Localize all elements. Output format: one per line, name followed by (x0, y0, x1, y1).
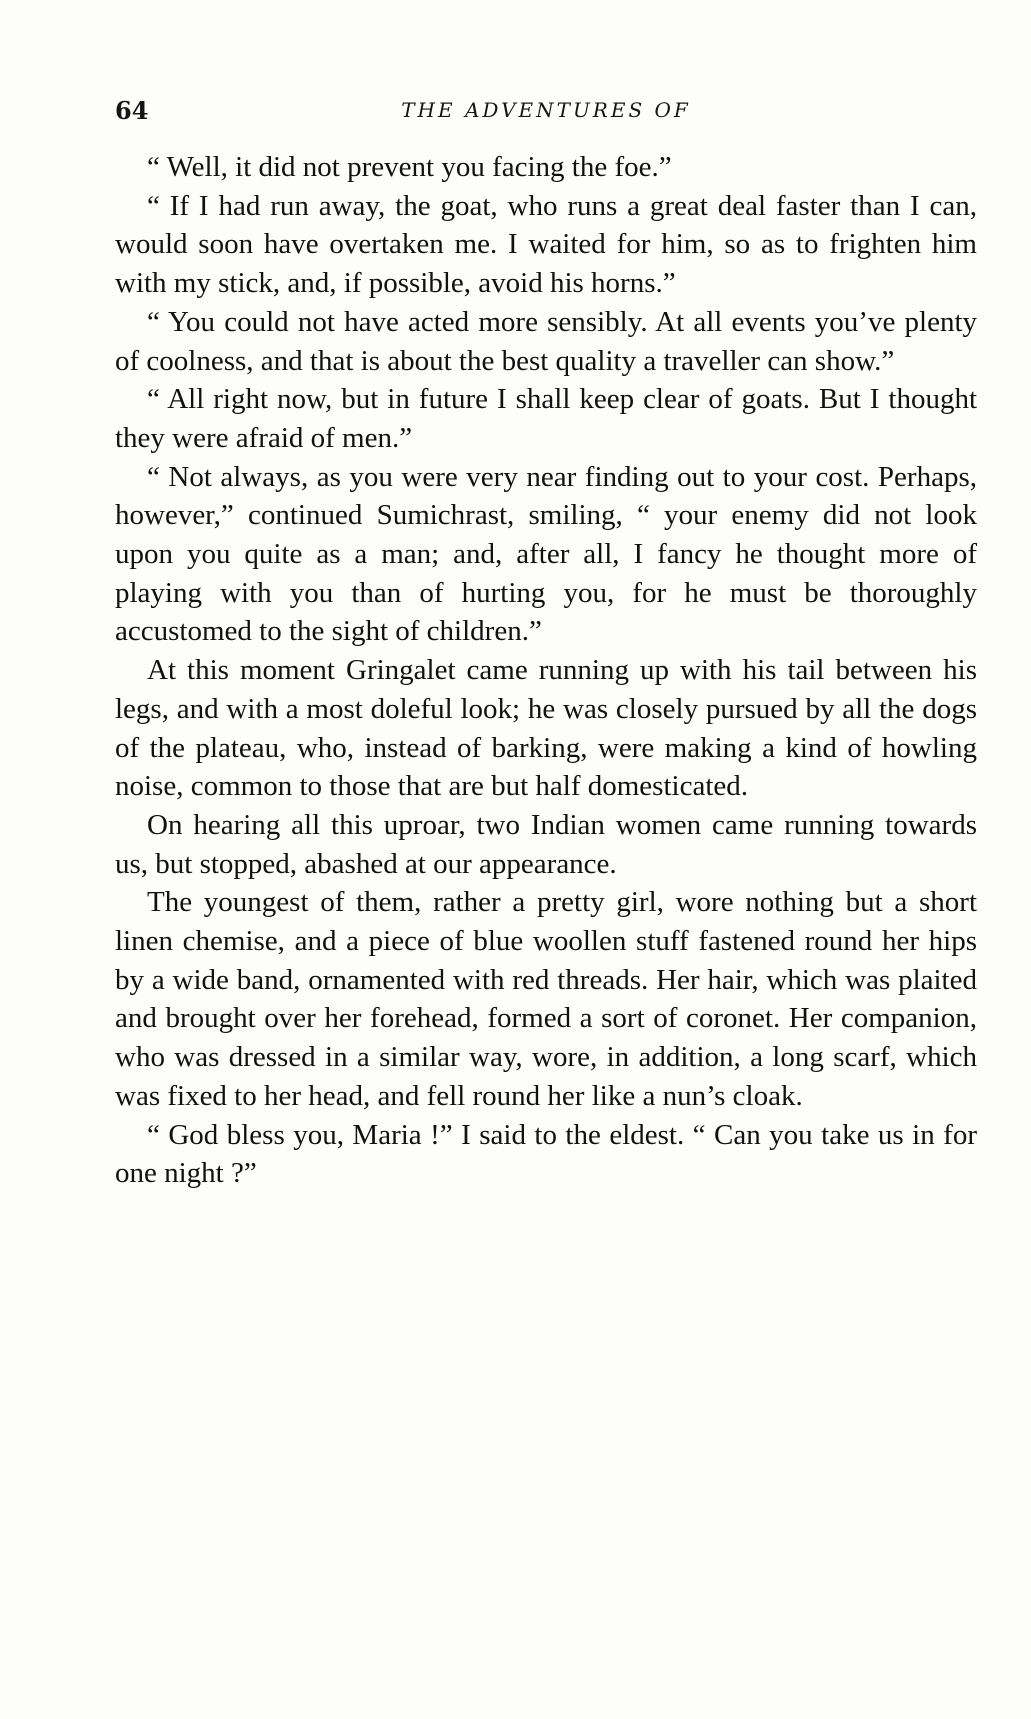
paragraph: “ If I had run away, the goat, who runs a great deal faster than I can, would soon have overtaken me. I waited for him, so as to frighten him with my stick, and, if possible, avoid his horns.” (115, 189, 977, 300)
running-head (115, 96, 977, 132)
paragraph: “ Not always, as you were very near finding out to your cost. Perhaps, however,” continued Sumichrast, smiling, “ your enemy did not look upon you quite as a man; and, after all, I fancy he thought more of playing with you than of hurting you, for he must be thoroughly accustomed to the sight of children.” (115, 460, 977, 648)
paragraph: At this moment Gringalet came running up with his tail between his legs, and with a most doleful look; he was closely pursued by all the dogs of the plateau, who, instead of barking, were making a kind of howling noise, common to those that are but half domesticated. (115, 654, 977, 803)
page-number: 64 (115, 96, 149, 125)
paragraph: “ God bless you, Maria !” I said to the eldest. “ Can you take us in for one night ?” (115, 1118, 977, 1190)
body-text (115, 148, 977, 1193)
running-title: THE ADVENTURES OF (401, 98, 691, 122)
paragraph: “ Well, it did not prevent you facing the foe.” (147, 151, 672, 183)
paragraph: The youngest of them, rather a pretty girl, wore nothing but a short linen chemise, and a piece of blue woollen stuff fastened round her hips by a wide band, ornamented with red threads. Her hair, which was plaited and brought over her forehead, formed a sort of coronet. Her companion, who was dressed in a similar way, wore, in addition, a long scarf, which was fixed to her head, and fell round her like a nun’s cloak. (115, 886, 977, 1112)
paragraph: On hearing all this uproar, two Indian women came running towards us, but stopped, abashed at our appearance. (115, 808, 977, 880)
paragraph: “ You could not have acted more sensibly. At all events you’ve plenty of coolness, and that is about the best quality a traveller can show.” (115, 305, 977, 377)
paragraph: “ All right now, but in future I shall keep clear of goats. But I thought they were afraid of men.” (115, 383, 977, 454)
